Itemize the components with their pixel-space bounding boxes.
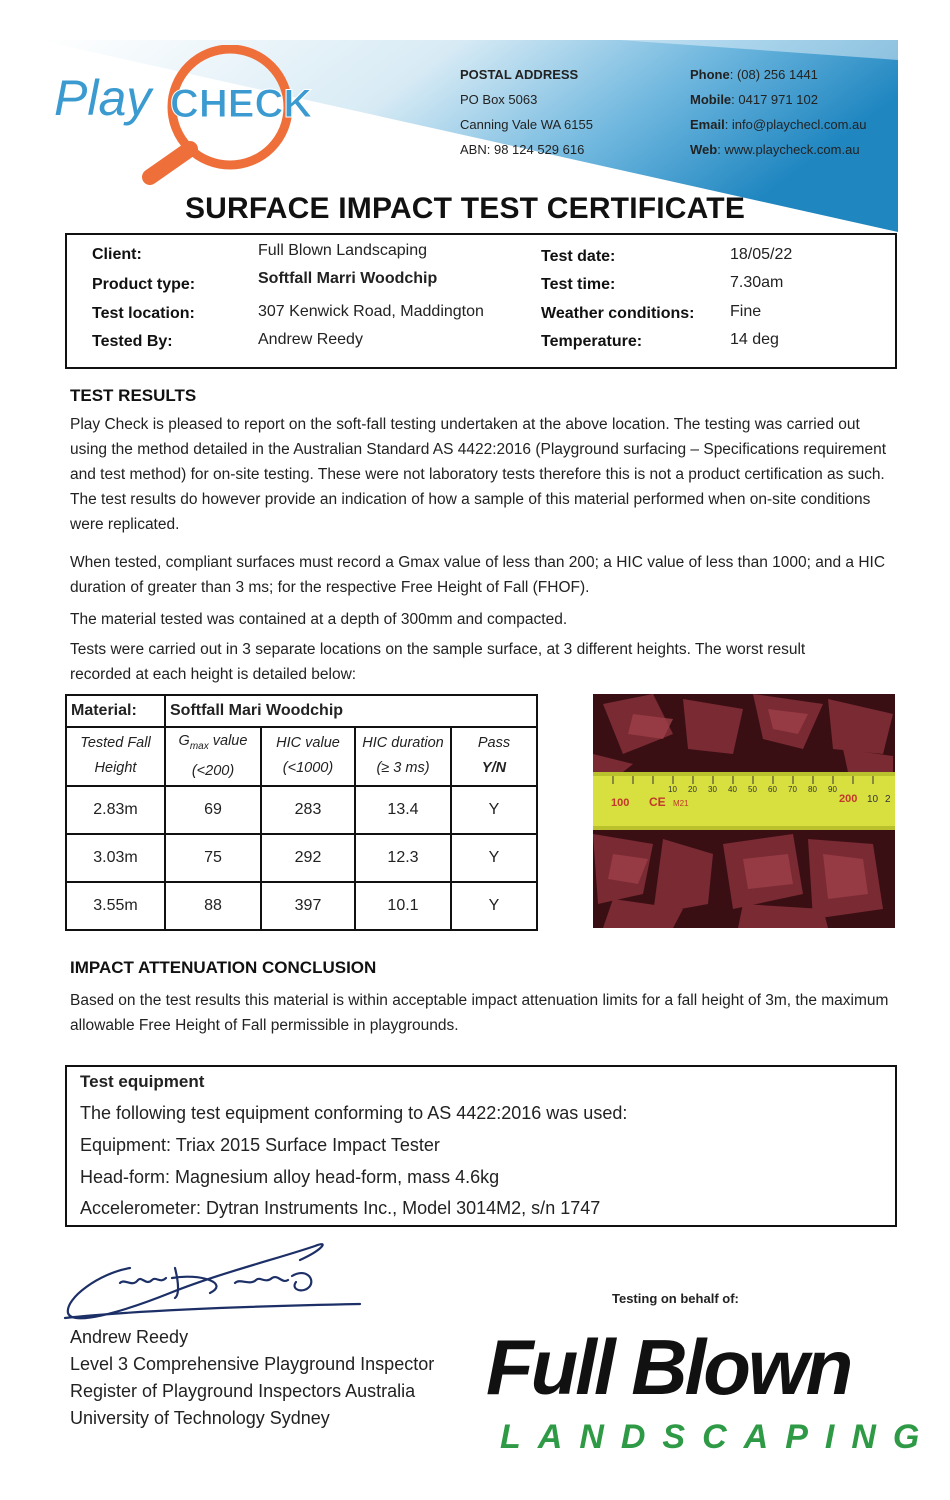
row-height: 2.83m bbox=[66, 786, 165, 834]
results-table bbox=[65, 694, 538, 931]
header-hic-duration: HIC duration (≥ 3 ms) bbox=[355, 727, 451, 786]
postal-title: POSTAL ADDRESS bbox=[460, 67, 579, 82]
signatory-block bbox=[70, 1324, 434, 1432]
time-label: Test time: bbox=[541, 276, 616, 293]
row-pass: Y bbox=[451, 786, 537, 834]
table-row bbox=[66, 786, 537, 834]
website: Web: www.playcheck.com.au bbox=[690, 142, 860, 157]
page-title: SURFACE IMPACT TEST CERTIFICATE bbox=[184, 192, 746, 225]
row-duration: 13.4 bbox=[355, 786, 451, 834]
landscaping-logo-text: LANDSCAPING bbox=[500, 1418, 937, 1456]
weather-label: Weather conditions: bbox=[541, 305, 695, 322]
client-value: Full Blown Landscaping bbox=[258, 242, 427, 259]
material-value: Softfall Mari Woodchip bbox=[165, 695, 537, 727]
postal-address-block bbox=[460, 62, 593, 162]
row-pass: Y bbox=[451, 882, 537, 930]
header-hic: HIC value (<1000) bbox=[261, 727, 355, 786]
playcheck-logo bbox=[52, 45, 312, 185]
temperature-label: Temperature: bbox=[541, 333, 643, 350]
product-value: Softfall Marri Woodchip bbox=[258, 270, 438, 287]
po-box: PO Box 5063 bbox=[460, 92, 538, 107]
time-value: 7.30am bbox=[730, 274, 784, 291]
row-gmax: 75 bbox=[165, 834, 261, 882]
svg-text:90: 90 bbox=[828, 785, 837, 794]
equipment-line-4: Accelerometer: Dytran Instruments Inc., Model 3014M2, s/n 1747 bbox=[80, 1198, 601, 1218]
behalf-label: Testing on behalf of: bbox=[612, 1291, 739, 1306]
abn: ABN: 98 124 529 616 bbox=[460, 142, 585, 157]
row-duration: 10.1 bbox=[355, 882, 451, 930]
results-paragraph-1: Play Check is pleased to report on the soft-fall testing undertaken at the above location. The testing was carried out using the method detailed in the Australian Standard AS 4422:2016 (Playground surfacing – Specifications requirement and test method) for on-site testing. These were not laboratory tests therefore this is not a product certification as such. The test results do however provide an indication of how a sample of this material performed when on-site conditions were replicated. bbox=[70, 416, 886, 533]
test-equipment-box bbox=[65, 1065, 897, 1227]
row-duration: 12.3 bbox=[355, 834, 451, 882]
contact-block bbox=[690, 62, 867, 162]
svg-text:60: 60 bbox=[768, 785, 777, 794]
material-label: Material: bbox=[66, 695, 165, 727]
mobile: Mobile: 0417 971 102 bbox=[690, 92, 818, 107]
location-value: 307 Kenwick Road, Maddington bbox=[258, 303, 484, 320]
temperature-value: 14 deg bbox=[730, 331, 779, 348]
conclusion-text: Based on the test results this material is within acceptable impact attenuation limits for a fall height of 3m, the maximum allowable Free Height of Fall permissible in playgrounds. bbox=[70, 992, 889, 1034]
client-label: Client: bbox=[92, 246, 142, 263]
table-header-row bbox=[66, 727, 537, 786]
results-paragraph-2: When tested, compliant surfaces must record a Gmax value of less than 200; a HIC value of less than 1000; and a HIC duration of greater than 3 ms; for the respective Free Height of Fall (FHOF). bbox=[70, 554, 886, 596]
svg-text:30: 30 bbox=[708, 785, 717, 794]
svg-text:2: 2 bbox=[885, 794, 891, 805]
svg-text:50: 50 bbox=[748, 785, 757, 794]
row-gmax: 69 bbox=[165, 786, 261, 834]
svg-text:200: 200 bbox=[839, 793, 858, 805]
results-paragraph-4: Tests were carried out in 3 separate locations on the sample surface, at 3 different heights. The worst result recorded at each height is detailed below: bbox=[70, 641, 806, 683]
tested-by-value: Andrew Reedy bbox=[258, 331, 363, 348]
logo-check-text: CHECK bbox=[170, 82, 312, 126]
product-label: Product type: bbox=[92, 276, 196, 293]
row-pass: Y bbox=[451, 834, 537, 882]
date-value: 18/05/22 bbox=[730, 246, 793, 263]
equipment-line-1: The following test equipment conforming to AS 4422:2016 was used: bbox=[80, 1103, 628, 1123]
results-paragraph-3: The material tested was contained at a depth of 300mm and compacted. bbox=[70, 611, 568, 628]
full-blown-logo-text: Full Blown bbox=[486, 1323, 851, 1411]
svg-text:10: 10 bbox=[668, 785, 677, 794]
svg-text:20: 20 bbox=[688, 785, 697, 794]
row-hic: 283 bbox=[261, 786, 355, 834]
svg-text:80: 80 bbox=[808, 785, 817, 794]
test-results-heading: TEST RESULTS bbox=[70, 386, 197, 405]
email: Email: info@playchecl.com.au bbox=[690, 117, 867, 132]
svg-text:40: 40 bbox=[728, 785, 737, 794]
equipment-line-3: Head-form: Magnesium alloy head-form, mass 4.6kg bbox=[80, 1167, 500, 1187]
equipment-heading: Test equipment bbox=[80, 1072, 205, 1091]
header-fall-height: Tested Fall Height bbox=[66, 727, 165, 786]
logo-play-text: Play bbox=[54, 70, 152, 126]
woodchip-sample-photo bbox=[593, 694, 895, 928]
tested-by-label: Tested By: bbox=[92, 333, 173, 350]
signatory-university: University of Technology Sydney bbox=[70, 1408, 330, 1428]
svg-text:100: 100 bbox=[611, 797, 630, 809]
suburb: Canning Vale WA 6155 bbox=[460, 117, 593, 132]
row-height: 3.03m bbox=[66, 834, 165, 882]
row-height: 3.55m bbox=[66, 882, 165, 930]
date-label: Test date: bbox=[541, 248, 616, 265]
signatory-register: Register of Playground Inspectors Australia bbox=[70, 1381, 416, 1401]
phone: Phone: (08) 256 1441 bbox=[690, 67, 818, 82]
weather-value: Fine bbox=[730, 303, 762, 320]
svg-text:CE: CE bbox=[649, 795, 666, 809]
row-gmax: 88 bbox=[165, 882, 261, 930]
svg-text:10: 10 bbox=[867, 794, 879, 805]
equipment-line-2: Equipment: Triax 2015 Surface Impact Tester bbox=[80, 1135, 440, 1155]
location-label: Test location: bbox=[92, 305, 195, 322]
signatory-name: Andrew Reedy bbox=[70, 1327, 189, 1347]
row-hic: 397 bbox=[261, 882, 355, 930]
row-hic: 292 bbox=[261, 834, 355, 882]
signatory-role: Level 3 Comprehensive Playground Inspector bbox=[70, 1354, 435, 1374]
svg-text:70: 70 bbox=[788, 785, 797, 794]
header-pass: Pass Y/N bbox=[451, 727, 537, 786]
table-row bbox=[66, 882, 537, 930]
conclusion-heading: IMPACT ATTENUATION CONCLUSION bbox=[70, 958, 377, 977]
signature-image bbox=[60, 1238, 370, 1328]
table-row bbox=[66, 834, 537, 882]
header-gmax: $G_{max}$ value (<200) bbox=[165, 727, 261, 786]
svg-text:M21: M21 bbox=[673, 799, 689, 808]
